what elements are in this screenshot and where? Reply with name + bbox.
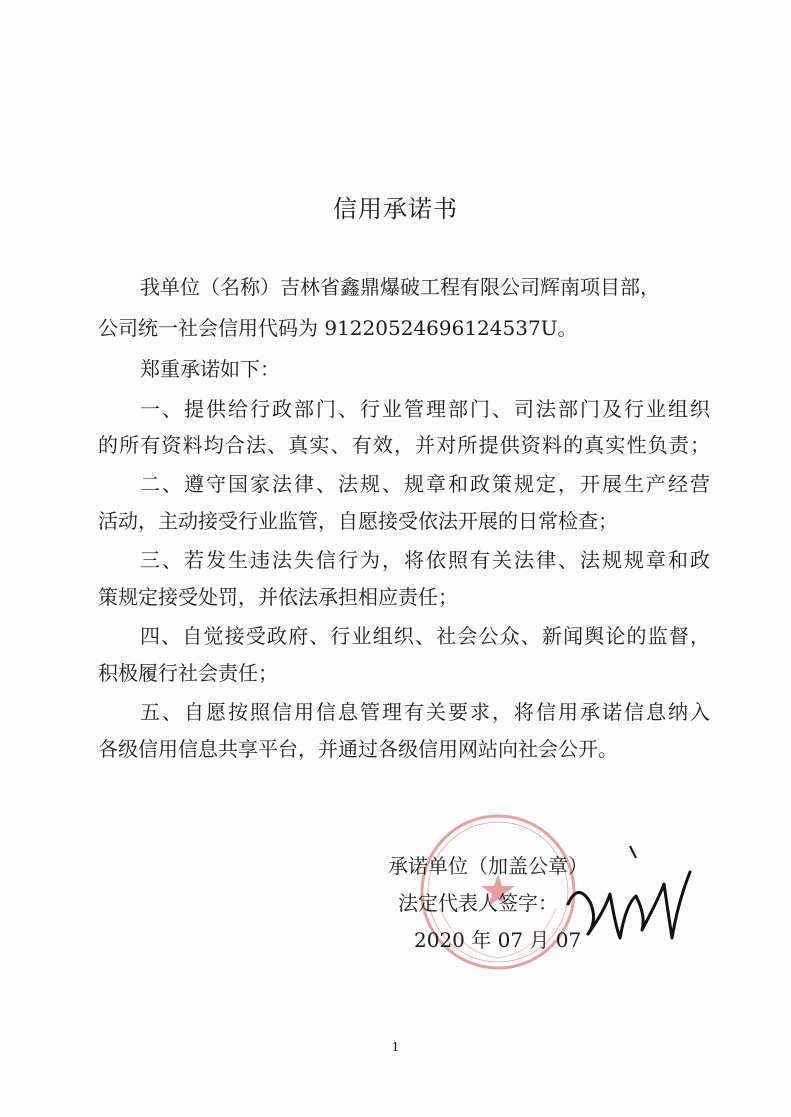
intro-line-2: 公司统一社会信用代码为 91220524696124537U。	[98, 316, 578, 340]
item-3-line-2: 策规定接受处罚，并依法承担相应责任；	[98, 585, 458, 609]
page-number: 1	[391, 1040, 400, 1054]
item-5-line-1: 五、自愿按照信用信息管理有关要求，将信用承诺信息纳入	[140, 700, 710, 724]
item-2-line-2: 活动，主动接受行业监管，自愿接受依法开展的日常检查；	[98, 509, 618, 533]
item-3-line-1: 三、若发生违法失信行为，将依照有关法律、法规规章和政	[140, 548, 710, 572]
signature-unit-label: 承诺单位（加盖公章）	[388, 854, 588, 878]
pledge-heading: 郑重承诺如下：	[140, 357, 280, 381]
intro-line-1: 我单位（名称）吉林省鑫鼎爆破工程有限公司辉南项目部，	[140, 275, 660, 299]
item-2-line-1: 二、遵守国家法律、法规、规章和政策规定，开展生产经营	[140, 472, 710, 496]
item-4-line-1: 四、自觉接受政府、行业组织、社会公众、新闻舆论的监督，	[140, 624, 710, 648]
item-1-line-2: 的所有资料均合法、真实、有效，并对所提供资料的真实性负责；	[98, 433, 710, 457]
signature-date: 2020 年 07 月 07	[414, 928, 582, 952]
item-1-line-1: 一、提供给行政部门、行业管理部门、司法部门及行业组织	[140, 397, 710, 421]
item-4-line-2: 积极履行社会责任；	[98, 661, 278, 685]
item-5-line-2: 各级信用信息共享平台，并通过各级信用网站向社会公开。	[98, 737, 618, 761]
signature-rep-label: 法定代表人签字：	[398, 891, 558, 915]
handwritten-signature	[560, 842, 700, 952]
page-title: 信用承诺书	[333, 195, 458, 223]
